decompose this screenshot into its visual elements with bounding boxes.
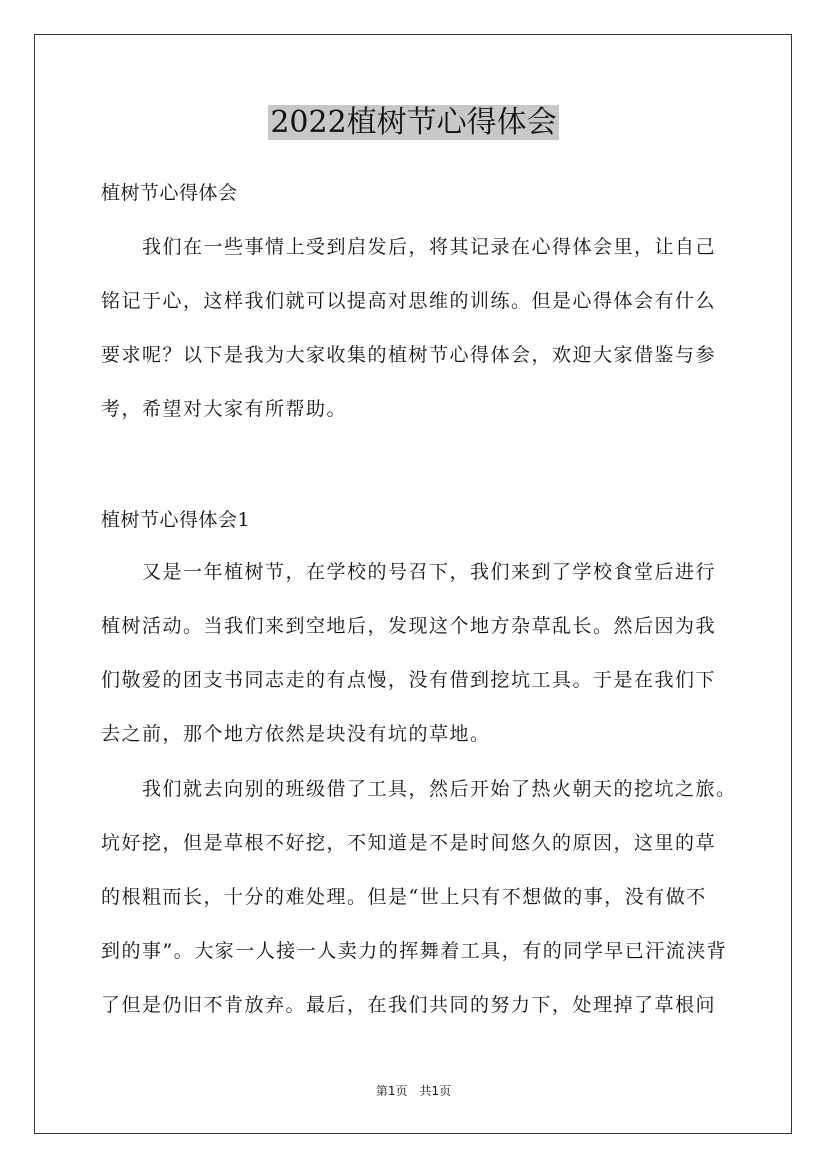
intro-heading: 植树节心得体会 bbox=[101, 182, 238, 204]
paragraph-line: 植树活动。当我们来到空地后，发现这个地方杂草乱长。然后因为我 bbox=[101, 615, 717, 637]
paragraph-line: 到的事”。大家一人接一人卖力的挥舞着工具，有的同学早已汗流浃背 bbox=[101, 940, 728, 962]
paragraph-line: 们敬爱的团支书同志走的有点慢，没有借到挖坑工具。于是在我们下 bbox=[101, 669, 717, 691]
section-heading: 植树节心得体会1 bbox=[101, 509, 251, 531]
paragraph-line: 坑好挖，但是草根不好挖，不知道是不是时间悠久的原因，这里的草 bbox=[101, 832, 717, 854]
paragraph-line: 了但是仍旧不肯放弃。最后，在我们共同的努力下，处理掉了草根问 bbox=[101, 994, 717, 1016]
intro-line: 铭记于心，这样我们就可以提高对思维的训练。但是心得体会有什么 bbox=[101, 290, 717, 312]
document-title: 2022植树节心得体会 bbox=[270, 105, 557, 140]
paragraph-line: 又是一年植树节，在学校的号召下，我们来到了学校食堂后进行 bbox=[101, 561, 717, 583]
paragraph-line: 去之前，那个地方依然是块没有坑的草地。 bbox=[101, 723, 491, 745]
page-number: 第1页 共1页 bbox=[375, 1084, 452, 1098]
paragraph-line: 的根粗而长，十分的难处理。但是“世上只有不想做的事，没有做不 bbox=[101, 886, 707, 908]
paragraph-line: 我们就去向别的班级借了工具，然后开始了热火朝天的挖坑之旅。 bbox=[101, 778, 737, 800]
intro-line: 考，希望对大家有所帮助。 bbox=[101, 398, 348, 420]
intro-line: 我们在一些事情上受到启发后，将其记录在心得体会里，让自己 bbox=[101, 236, 717, 258]
intro-line: 要求呢？以下是我为大家收集的植树节心得体会，欢迎大家借鉴与参 bbox=[101, 344, 717, 366]
